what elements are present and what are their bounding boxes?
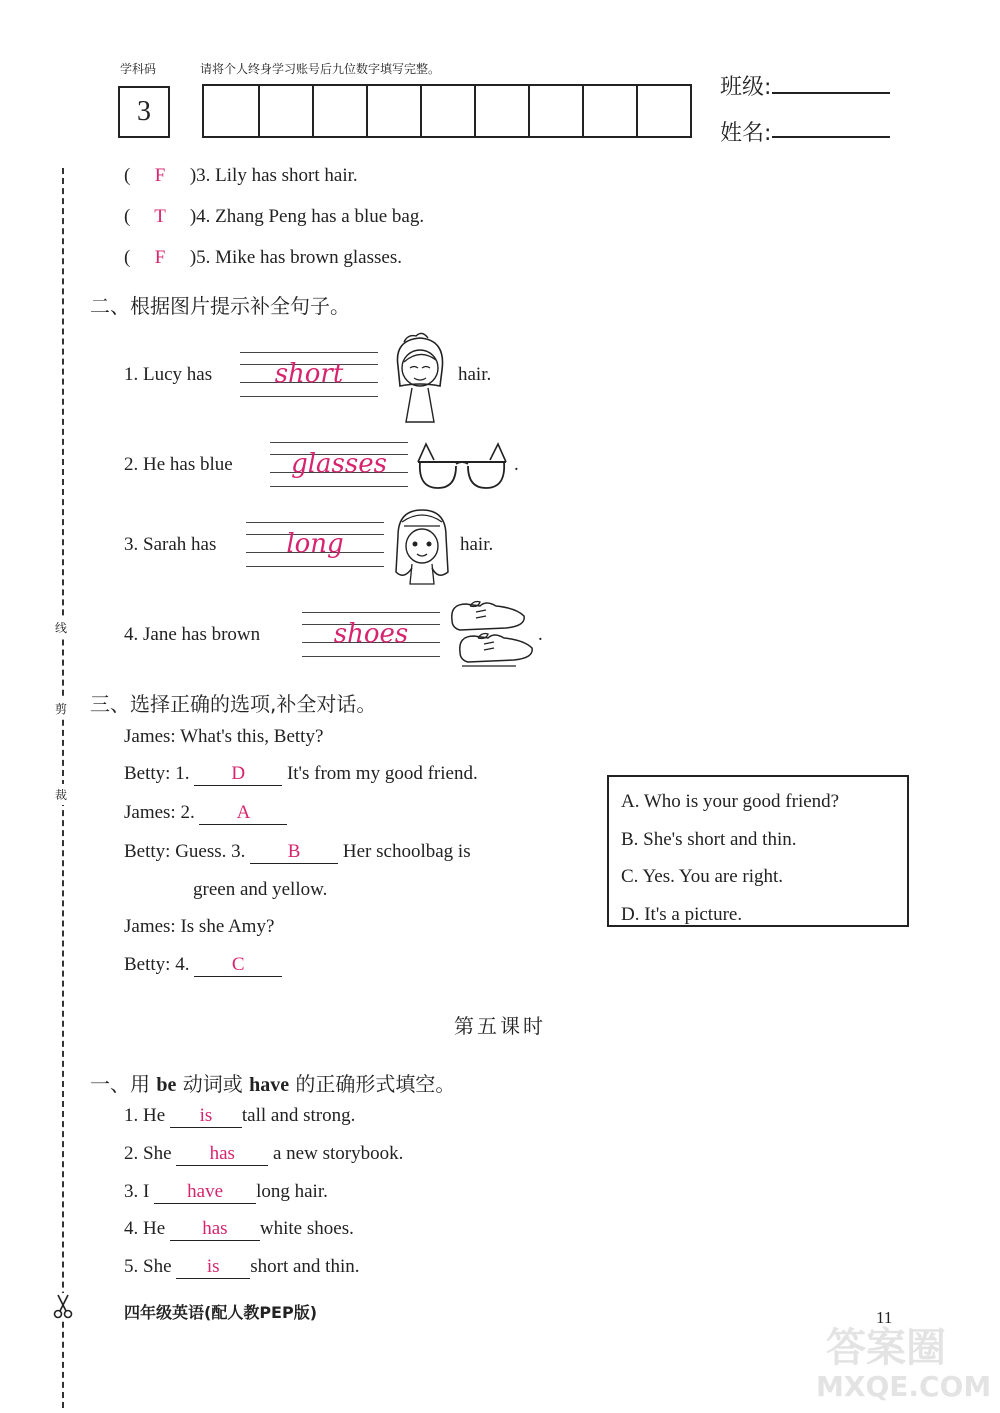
title-keyword-be: be <box>156 1074 177 1096</box>
fill-prefix: 1. He <box>124 1105 166 1126</box>
dialogue-line <box>124 841 471 864</box>
paren-close: ) <box>189 165 197 186</box>
paren-open: ( <box>124 206 131 227</box>
fill-prefix: 2. She <box>124 1143 172 1164</box>
dialogue-line: green and yellow. <box>193 879 328 900</box>
subject-code-label: 学科码 <box>120 62 157 76</box>
fill-prefix: 3. I <box>124 1181 150 1202</box>
fill-blank[interactable]: is <box>170 1105 242 1128</box>
part2-prefix: 3. Sarah has <box>124 534 217 555</box>
tf-answer[interactable]: F <box>154 247 166 268</box>
fill-item <box>124 1181 328 1204</box>
tf-item-3 <box>124 165 358 187</box>
handwritten-answer: long <box>286 529 344 559</box>
title-keyword-have: have <box>249 1074 290 1096</box>
digit-box[interactable] <box>258 86 312 136</box>
fill-suffix: white shoes. <box>259 1218 354 1239</box>
part4-title <box>90 1068 455 1097</box>
dialogue-blank[interactable]: C <box>194 954 282 977</box>
dialogue-line: James: What's this, Betty? <box>124 726 324 747</box>
account-digit-boxes[interactable] <box>202 84 692 138</box>
part2-suffix: hair. <box>458 364 492 385</box>
fill-suffix: a new storybook. <box>273 1143 404 1164</box>
option-d: D. It's a picture. <box>621 903 743 925</box>
fill-blank[interactable]: has <box>170 1218 260 1241</box>
four-line-blank[interactable] <box>302 606 440 662</box>
tf-statement: 4. Zhang Peng has a blue bag. <box>196 206 425 227</box>
girl-long-hair-image <box>388 506 454 590</box>
dialogue-prefix: Betty: 1. <box>124 763 190 784</box>
digit-box[interactable] <box>636 86 690 136</box>
part2-suffix: hair. <box>460 534 494 555</box>
digit-box[interactable] <box>474 86 528 136</box>
digit-box[interactable] <box>204 86 258 136</box>
handwritten-answer: short <box>274 359 344 389</box>
class-field[interactable] <box>772 92 890 94</box>
handwritten-answer: glasses <box>291 449 387 479</box>
digit-box[interactable] <box>312 86 366 136</box>
tf-statement: 3. Lily has short hair. <box>196 165 358 186</box>
four-line-blank[interactable] <box>240 346 378 402</box>
tf-statement: 5. Mike has brown glasses. <box>196 247 402 268</box>
lesson-title: 第五课时 <box>454 1014 546 1038</box>
account-instruction: 请将个人终身学习账号后九位数字填写完整。 <box>200 62 441 76</box>
fill-item <box>124 1143 403 1166</box>
part2-suffix: . <box>514 454 519 475</box>
digit-box[interactable] <box>528 86 582 136</box>
dialogue-line <box>124 954 282 977</box>
scissors-icon <box>52 1293 74 1319</box>
dialogue-blank[interactable]: B <box>250 841 338 864</box>
dialogue-blank[interactable]: D <box>194 763 282 786</box>
glasses-image <box>414 440 510 496</box>
digit-box[interactable] <box>420 86 474 136</box>
watermark-url: MXQE.COM <box>816 1370 992 1403</box>
title-text: 一、用 <box>90 1072 157 1096</box>
digit-box[interactable] <box>582 86 636 136</box>
fill-blank[interactable]: have <box>154 1181 256 1204</box>
paren-open: ( <box>124 165 131 186</box>
part2-prefix: 4. Jane has brown <box>124 624 261 645</box>
dialogue-line <box>124 802 287 825</box>
dialogue-line <box>124 763 478 786</box>
subject-code-box: 3 <box>118 86 170 138</box>
tf-answer[interactable]: T <box>154 206 166 227</box>
option-c: C. Yes. You are right. <box>621 866 784 887</box>
fill-prefix: 5. She <box>124 1256 172 1277</box>
dialogue-prefix: Betty: 4. <box>124 954 190 975</box>
part2-prefix: 1. Lucy has <box>124 364 213 385</box>
paren-close: ) <box>189 206 197 227</box>
shoes-image <box>446 596 536 678</box>
dialogue-prefix: Betty: Guess. 3. <box>124 841 246 862</box>
four-line-blank[interactable] <box>270 436 408 492</box>
dialogue-prefix: James: 2. <box>124 802 195 823</box>
dialogue-line: James: Is she Amy? <box>124 916 275 937</box>
fill-blank[interactable]: is <box>176 1256 250 1279</box>
name-label: 姓名: <box>720 121 772 146</box>
paren-open: ( <box>124 247 131 268</box>
option-a: A. Who is your good friend? <box>621 791 840 812</box>
part3-title: 三、选择正确的选项,补全对话。 <box>90 692 377 716</box>
fill-blank[interactable]: has <box>176 1143 268 1166</box>
fill-item <box>124 1218 354 1241</box>
girl-short-hair-image <box>386 330 452 430</box>
cut-mark-line: 线 <box>55 617 67 638</box>
dialogue-suffix: It's from my good friend. <box>286 763 478 784</box>
part2-prefix: 2. He has blue <box>124 454 233 475</box>
tf-item-5 <box>124 247 402 269</box>
dialogue-suffix: Her schoolbag is <box>342 841 471 862</box>
tf-item-4 <box>124 206 424 228</box>
option-b: B. She's short and thin. <box>621 828 797 850</box>
book-title: 四年级英语(配人教PEP版) <box>124 1303 318 1322</box>
fill-item <box>124 1256 360 1279</box>
paren-close: ) <box>189 247 197 268</box>
fill-suffix: long hair. <box>256 1181 328 1202</box>
options-box <box>607 775 909 927</box>
title-text: 动词或 <box>176 1072 250 1096</box>
fill-suffix: tall and strong. <box>241 1105 356 1126</box>
digit-box[interactable] <box>366 86 420 136</box>
tf-answer[interactable]: F <box>154 165 166 186</box>
cut-mark-cut: 剪 <box>55 698 67 719</box>
watermark-logo: 答案圈 <box>826 1325 946 1371</box>
dialogue-blank[interactable]: A <box>199 802 287 825</box>
cut-mark-trim: 裁 <box>55 784 67 805</box>
part2-title: 二、根据图片提示补全句子。 <box>90 294 350 318</box>
fill-prefix: 4. He <box>124 1218 166 1239</box>
class-label: 班级: <box>720 75 772 100</box>
fill-suffix: short and thin. <box>250 1256 360 1277</box>
four-line-blank[interactable] <box>246 516 384 572</box>
handwritten-answer: shoes <box>333 619 409 649</box>
fill-item <box>124 1105 355 1128</box>
title-text: 的正确形式填空。 <box>289 1072 456 1096</box>
page-number: 11 <box>876 1308 893 1327</box>
part2-suffix: . <box>538 624 543 645</box>
name-field[interactable] <box>772 136 890 138</box>
